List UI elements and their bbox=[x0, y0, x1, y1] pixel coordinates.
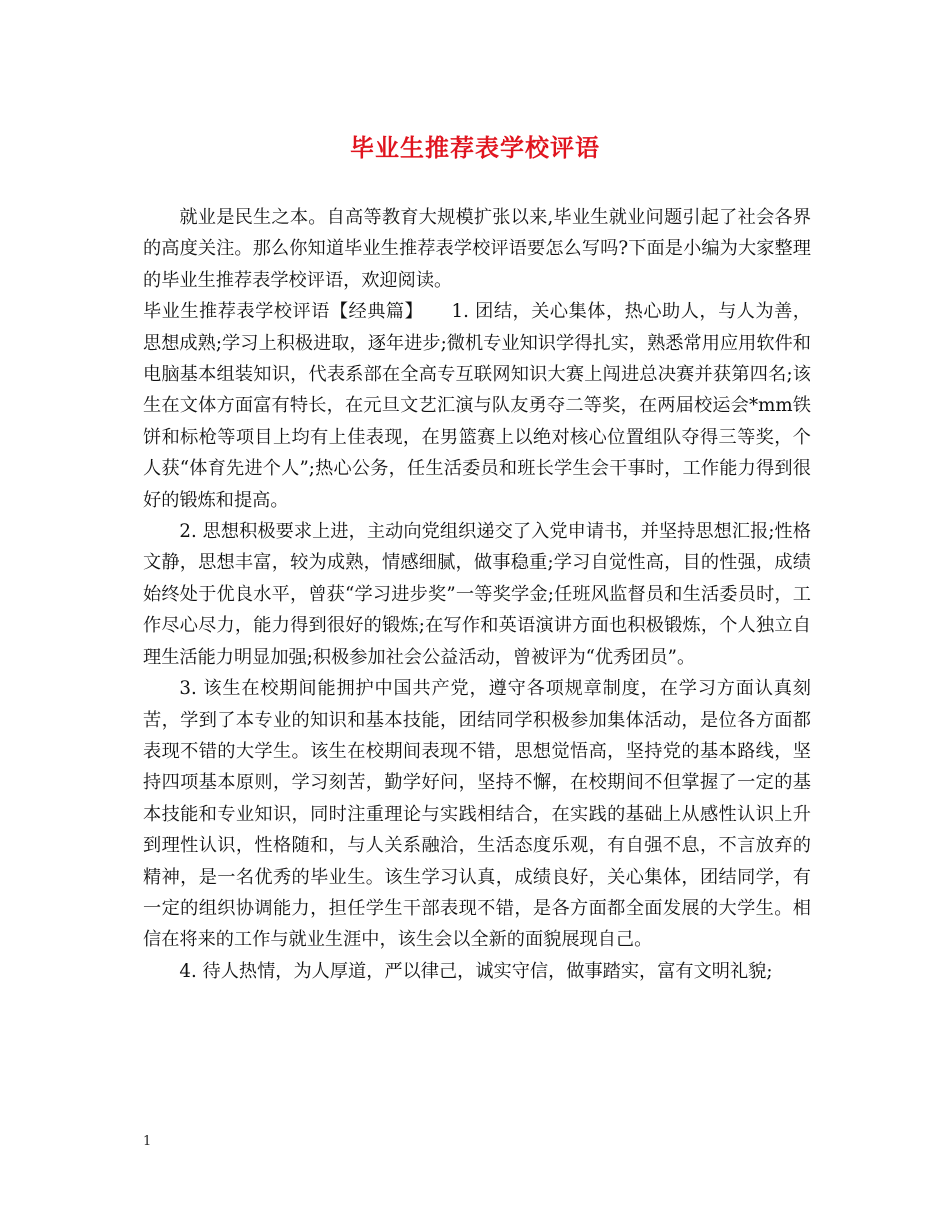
paragraph-3: 3. 该生在校期间能拥护中国共产党，遵守各项规章制度，在学习方面认真刻苦，学到了本专业的知识和基本技能，团结同学积极参加集体活动，是位各方面都表现不错的大学生。该生在校期间表现不错，思想觉悟高，坚持党的基本路线，坚持四项基本原则，学习刻苦，勤学好问，坚持不懈，在校期间不但掌握了一定的基本技能和专业知识，同时注重理论与实践相结合，在实践的基础上从感性认识上升到理性认识，性格随和，与人关系融洽，生活态度乐观，有自强不息，不言放弃的精神，是一名优秀的毕业生。该生学习认真，成绩良好，关心集体，团结同学，有一定的组织协调能力，担任学生干部表现不错，是各方面都全面发展的大学生。相信在将来的工作与就业生涯中，该生会以全新的面貌展现自己。 bbox=[143, 678, 811, 951]
document-title: 毕业生推荐表学校评语 bbox=[350, 133, 600, 162]
paragraph-4: 4. 待人热情，为人厚道，严以律己，诚实守信，做事踏实，富有文明礼貌; bbox=[179, 960, 773, 982]
paragraph-2: 2. 思想积极要求上进，主动向党组织递交了入党申请书，并坚持思想汇报;性格文静，思想丰富，较为成熟，情感细腻，做事稳重;学习自觉性高，目的性强，成绩始终处于优良水平，曾获“学习进步奖”一等奖学金;任班风监督员和生活委员时，工作尽心尽力，能力得到很好的锻炼;在写作和英语演讲方面也积极锻炼，个人独立自理生活能力明显加强;积极参加社会公益活动，曾被评为“优秀团员”。 bbox=[143, 521, 811, 668]
page-number: 1 bbox=[143, 1134, 152, 1149]
paragraph-intro: 就业是民生之本。自高等教育大规模扩张以来,毕业生就业问题引起了社会各界的高度关注。那么你知道毕业生推荐表学校评语要怎么写吗?下面是小编为大家整理的毕业生推荐表学校评语，欢迎阅读。 bbox=[143, 207, 811, 291]
paragraph-classic-1: 毕业生推荐表学校评语【经典篇】 1. 团结，关心集体，热心助人，与人为善，思想成熟;学习上积极进取，逐年进步;微机专业知识学得扎实，熟悉常用应用软件和电脑基本组装知识，代表系部在全高专互联网知识大赛上闯进总决赛并获第四名;该生在文体方面富有特长，在元旦文艺汇演与队友勇夺二等奖，在两届校运会*mm铁饼和标枪等项目上均有上佳表现，在男篮赛上以绝对核心位置组队夺得三等奖，个人获“体育先进个人”;热心公务，任生活委员和班长学生会干事时，工作能力得到很好的锻炼和提高。 bbox=[143, 301, 811, 511]
document-body bbox=[143, 202, 811, 987]
